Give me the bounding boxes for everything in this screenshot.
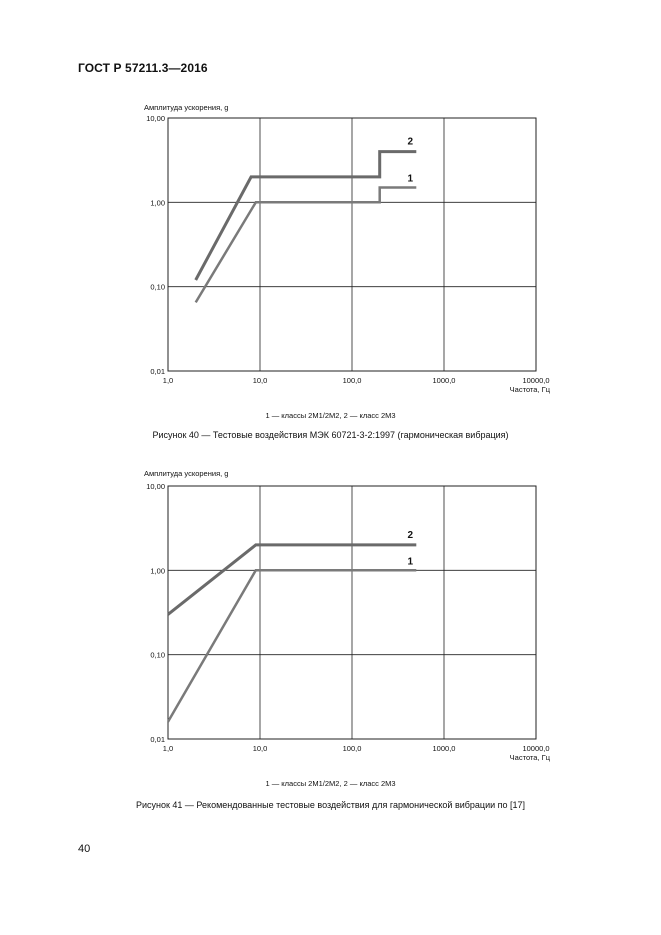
x-tick-label: 100,0 xyxy=(342,744,362,753)
x-tick-label: 1,0 xyxy=(162,744,174,753)
x-tick-label: 10000,0 xyxy=(522,376,550,385)
page-number: 40 xyxy=(78,843,91,855)
y-tick-label: 0,10 xyxy=(150,650,165,660)
series-line-2 xyxy=(168,545,416,615)
y-tick-label: 0,01 xyxy=(150,367,165,376)
chart-x-axis-label: Частота, Гц xyxy=(509,385,550,394)
series-line-1 xyxy=(168,570,416,722)
document-header: ГОСТ Р 57211.3—2016 xyxy=(78,61,208,75)
legend-note: 1 — классы 2М1/2М2, 2 — класс 2М3 xyxy=(265,779,396,788)
chart-y-axis-label: Амплитуда ускорения, g xyxy=(144,469,229,478)
y-tick-label: 10,00 xyxy=(146,482,165,491)
y-tick-label: 0,10 xyxy=(150,282,165,292)
x-tick-label: 1,0 xyxy=(162,376,174,385)
x-tick-label: 100,0 xyxy=(342,376,362,385)
figure-caption: Рисунок 41 — Рекомендованные тестовые воздействия для гармонической вибрации по [17] xyxy=(135,800,526,810)
figure-caption: Рисунок 40 — Тестовые воздействия МЭК 60721-3-2:1997 (гармоническая вибрация) xyxy=(152,430,509,440)
x-tick-label: 1000,0 xyxy=(432,744,456,753)
series-label-1: 1 xyxy=(407,173,414,185)
series-label-1: 1 xyxy=(407,556,414,568)
y-tick-label: 1,00 xyxy=(150,566,165,576)
x-tick-label: 1000,0 xyxy=(432,376,456,385)
series-label-2: 2 xyxy=(407,136,414,148)
chart-y-axis-label: Амплитуда ускорения, g xyxy=(144,103,229,112)
series-label-2: 2 xyxy=(407,529,414,541)
y-tick-label: 10,00 xyxy=(146,114,165,123)
legend-note: 1 — классы 2М1/2М2, 2 — класс 2М3 xyxy=(265,411,396,420)
chart-x-axis-label: Частота, Гц xyxy=(509,753,550,762)
y-tick-label: 1,00 xyxy=(150,198,165,208)
x-tick-label: 10,0 xyxy=(252,376,268,385)
x-tick-label: 10000,0 xyxy=(522,744,550,753)
y-tick-label: 0,01 xyxy=(150,735,165,744)
x-tick-label: 10,0 xyxy=(252,744,268,753)
